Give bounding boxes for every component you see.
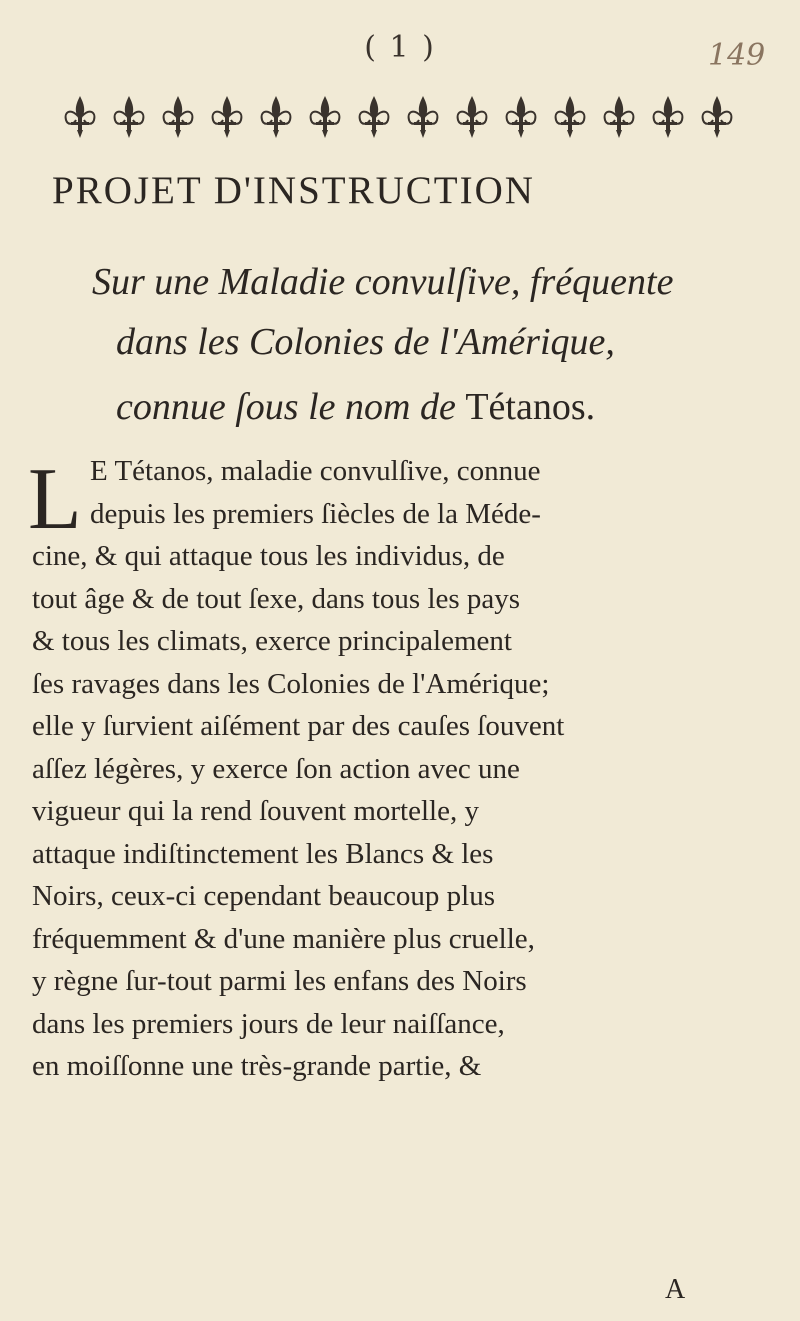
body-line: ſes ravages dans les Colonies de l'Amérique; (32, 667, 550, 700)
body-line: tout âge & de tout ſexe, dans tous les pays (32, 582, 521, 615)
body-paragraph (32, 450, 732, 1088)
body-line: fréquemment & d'une manière plus cruelle, (32, 922, 535, 955)
body-line: Noirs, ceux-ci cependant beaucoup plus (32, 880, 496, 912)
subtitle-line-2: dans les Colonies de l'Amérique, (116, 321, 615, 363)
catchword: A (665, 1274, 686, 1305)
body-line: & tous les climats, exerce principalement (32, 625, 512, 657)
body-line: en moiſſonne une très-grande partie, & (32, 1050, 482, 1082)
subtitle-line-1: Sur une Maladie convulſive, fréquente (92, 261, 674, 303)
body-line: aſſez légères, y exerce ſon action avec une (32, 752, 520, 785)
body-line: dans les premiers jours de leur naiſſance, (32, 1007, 505, 1040)
body-line: cine, & qui attaque tous les individus, de (32, 540, 505, 572)
drop-cap: L (28, 451, 82, 548)
body-line: vigueur qui la rend ſouvent mortelle, y (32, 795, 479, 827)
body-line: y règne ſur-tout parmi les enfans des Noirs (32, 965, 527, 997)
subtitle-line-3 (116, 385, 800, 429)
subtitle-term: Tétanos. (465, 386, 596, 428)
body-line: elle y ſurvient aiſément par des cauſes ſouvent (32, 710, 565, 742)
fleur-de-lis-ornament-band (58, 92, 748, 142)
page-number: ( 1 ) (364, 30, 436, 65)
document-title: PROJET D'INSTRUCTION (52, 169, 535, 212)
body-line: depuis les premiers ſiècles de la Méde- (90, 497, 541, 530)
handwritten-folio-note: 149 (708, 38, 766, 73)
body-line: E Tétanos, maladie convulſive, connue (90, 455, 541, 487)
subtitle-line-3-text: connue ſous le nom de (116, 386, 456, 428)
body-line: attaque indiſtinctement les Blancs & les (32, 837, 494, 870)
